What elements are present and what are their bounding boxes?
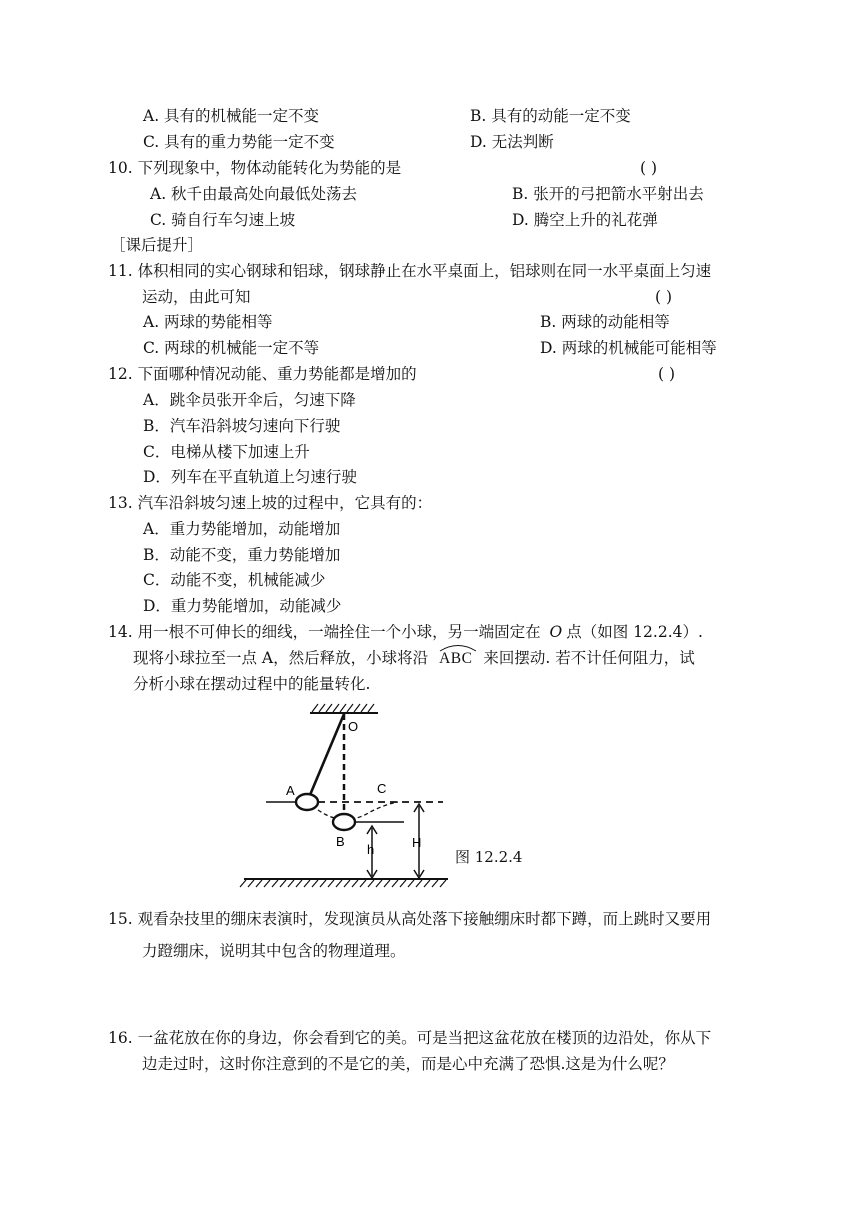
q14-line1-end: 点（如图 12.2.4）. bbox=[566, 623, 703, 641]
q14-line2-end: 来回摆动. 若不计任何阻力，试 bbox=[483, 649, 695, 667]
q10-stem: 10. 下列现象中，物体动能转化为势能的是 bbox=[108, 159, 402, 177]
q14-line1 bbox=[108, 622, 703, 642]
label-c: C bbox=[377, 781, 387, 796]
q11-option-b: B. 两球的动能相等 bbox=[540, 313, 670, 331]
q13-option-b: B．动能不变，重力势能增加 bbox=[143, 546, 341, 564]
q16-line1: 16. 一盆花放在你的身边，你会看到它的美。可是当把这盆花放在楼顶的边沿处，你从下 bbox=[108, 1029, 712, 1047]
q13-stem: 13. 汽车沿斜坡匀速上坡的过程中，它具有的： bbox=[108, 494, 433, 512]
q12-option-b: B．汽车沿斜坡匀速向下行驶 bbox=[143, 417, 341, 435]
string-to-a bbox=[310, 714, 344, 795]
q14-line2-start: 现将小球拉至一点 A，然后释放，小球将沿 bbox=[133, 649, 429, 667]
arc-symbol-icon bbox=[438, 642, 478, 652]
label-o: O bbox=[348, 719, 359, 734]
q9-option-d: D. 无法判断 bbox=[470, 133, 554, 151]
label-h-small: h bbox=[367, 842, 375, 857]
q13-option-d: D．重力势能增加，动能减少 bbox=[143, 597, 342, 615]
q14-arc-label: ABC bbox=[439, 650, 473, 667]
label-H: H bbox=[412, 835, 422, 850]
q12-option-a: A．跳伞员张开伞后，匀速下降 bbox=[143, 391, 356, 409]
q10-option-c: C. 骑自行车匀速上坡 bbox=[150, 211, 296, 229]
ball-b bbox=[333, 814, 355, 830]
q14-line1-start: 14. 用一根不可伸长的细线，一端拴住一个小球，另一端固定在 bbox=[108, 623, 541, 641]
label-a: A bbox=[286, 783, 295, 798]
q15-line1: 15. 观看杂技里的绷床表演时，发现演员从高处落下接触绷床时都下蹲，而上跳时又要用 bbox=[108, 910, 712, 928]
q11-option-d: D. 两球的机械能可能相等 bbox=[540, 339, 717, 357]
pendulum-figure bbox=[238, 700, 458, 890]
swing-arc bbox=[318, 802, 398, 820]
q12-answer-paren: ( ) bbox=[658, 365, 676, 383]
q11-option-c: C. 两球的机械能一定不等 bbox=[143, 339, 320, 357]
q11-stem-line1: 11. 体积相同的实心钢球和铝球，钢球静止在水平桌面上，铝球则在同一水平桌面上匀速 bbox=[108, 262, 712, 280]
q11-stem-line2: 运动，由此可知 bbox=[142, 288, 251, 306]
q12-option-d: D．列车在平直轨道上匀速行驶 bbox=[143, 468, 357, 486]
ground-hatch bbox=[240, 880, 446, 887]
q14-line2 bbox=[133, 648, 695, 669]
q10-option-b: B. 张开的弓把箭水平射出去 bbox=[512, 185, 704, 203]
q13-option-c: C．动能不变，机械能减少 bbox=[143, 571, 326, 589]
label-b: B bbox=[336, 834, 345, 849]
ball-a bbox=[296, 794, 318, 810]
q10-option-a: A. 秋千由最高处向最低处荡去 bbox=[150, 185, 358, 203]
q14-arc-abc bbox=[439, 649, 472, 669]
q9-option-c: C. 具有的重力势能一定不变 bbox=[143, 133, 335, 151]
q12-option-c: C．电梯从楼下加速上升 bbox=[143, 443, 310, 461]
q14-point-o: O bbox=[549, 623, 563, 641]
q10-option-d: D. 腾空上升的礼花弹 bbox=[512, 211, 658, 229]
ceiling-hatch bbox=[312, 704, 374, 712]
q14-line3: 分析小球在摆动过程中的能量转化. bbox=[133, 675, 371, 693]
q9-option-a: A. 具有的机械能一定不变 bbox=[143, 107, 320, 125]
figure-caption: 图 12.2.4 bbox=[455, 848, 523, 866]
q9-option-b: B. 具有的动能一定不变 bbox=[470, 107, 631, 125]
q16-line2: 边走过时，这时你注意到的不是它的美，而是心中充满了恐惧.这是为什么呢？ bbox=[142, 1055, 674, 1073]
q11-option-a: A. 两球的势能相等 bbox=[143, 313, 273, 331]
q10-answer-paren: ( ) bbox=[640, 159, 658, 177]
section-heading: ［课后提升］ bbox=[110, 236, 204, 254]
q13-option-a: A．重力势能增加，动能增加 bbox=[143, 520, 341, 538]
q15-line2: 力蹬绷床，说明其中包含的物理道理。 bbox=[142, 942, 406, 960]
q11-answer-paren: ( ) bbox=[655, 288, 673, 306]
q12-stem: 12. 下面哪种情况动能、重力势能都是增加的 bbox=[108, 365, 417, 383]
